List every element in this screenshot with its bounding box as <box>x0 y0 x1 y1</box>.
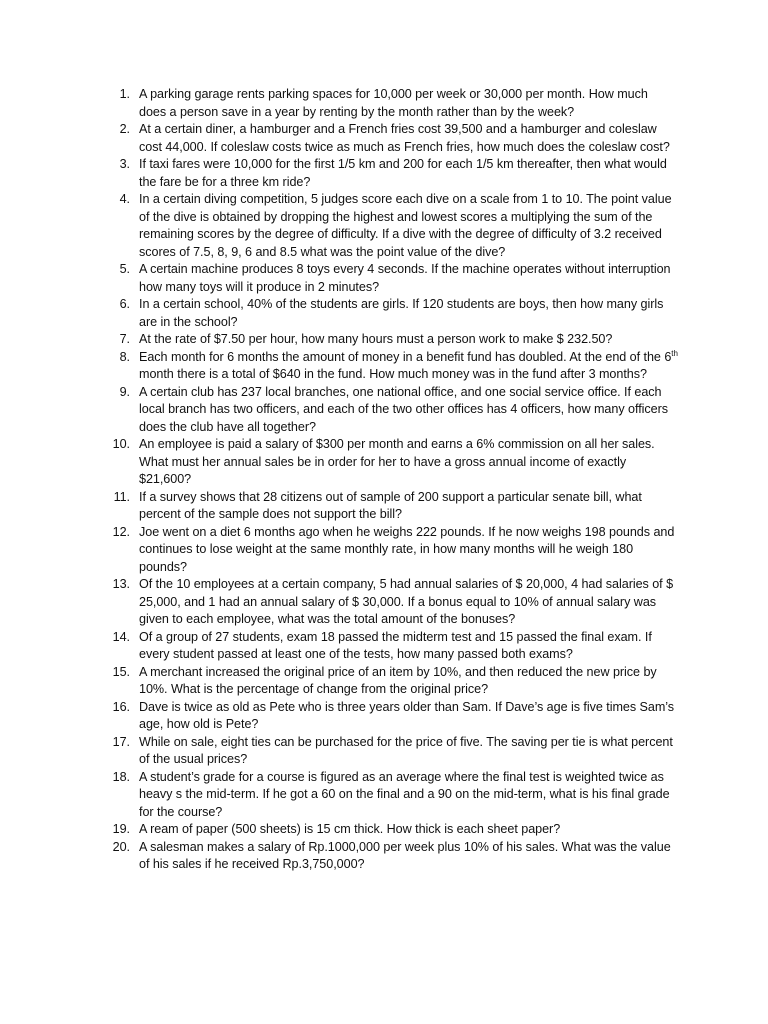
question-number: 9. <box>119 384 130 399</box>
list-item <box>106 524 678 577</box>
question-number: 12. <box>112 524 130 539</box>
list-item <box>106 734 678 769</box>
question-number: 8. <box>119 349 130 364</box>
question-text: Of the 10 employees at a certain company, 5 had annual salaries of $ 20,000, 4 had salaries of $ 25,000, and 1 had an annual salary of $ 30,000. If a bonus equal to 10% of annual salary was given to each employee, what was the total amount of the bonuses? <box>139 577 674 626</box>
question-list <box>106 86 678 874</box>
question-number: 7. <box>119 332 130 346</box>
question-text-part: Each month for 6 months the amount of money in a benefit fund has doubled. At the end of the 6 <box>139 349 672 364</box>
list-item <box>106 629 678 664</box>
list-item <box>106 156 678 191</box>
question-number: 2. <box>119 122 130 136</box>
question-text <box>139 350 678 382</box>
question-number: 10. <box>112 437 130 451</box>
list-item <box>106 576 678 629</box>
list-item <box>106 699 678 734</box>
question-number: 14. <box>112 629 130 644</box>
question-text: In a certain diving competition, 5 judges score each dive on a scale from 1 to 10. The point value of the dive is obtained by dropping the highest and lowest scores a multiplying the sum of the remaining scores by the degree of difficulty. If a dive with the degree of difficulty of 3.2 received scores of 7.5, 8, 9, 6 and 8.5 what was the point value of the dive? <box>139 192 672 259</box>
list-item <box>106 86 678 121</box>
question-number: 20. <box>112 839 130 854</box>
question-text: A salesman makes a salary of Rp.1000,000 per week plus 10% of his sales. What was the value of his sales if he received Rp.3,750,000? <box>139 839 671 871</box>
question-number: 18. <box>112 769 130 784</box>
list-item <box>106 839 678 874</box>
question-text: A parking garage rents parking spaces for 10,000 per week or 30,000 per month. How much does a person save in a year by renting by the month rather than by the week? <box>139 87 648 119</box>
question-number: 19. <box>112 822 130 836</box>
question-number: 13. <box>112 577 130 591</box>
question-text: A certain machine produces 8 toys every 4 seconds. If the machine operates without interruption how many toys will it produce in 2 minutes? <box>139 262 671 294</box>
list-item <box>106 296 678 331</box>
list-item <box>106 436 678 489</box>
list-item <box>106 331 678 349</box>
question-text: A student’s grade for a course is figured as an average where the final test is weighted twice as heavy s the mid-term. If he got a 60 on the final and a 90 on the mid-term, what is his final grade for the course? <box>139 769 670 819</box>
list-item <box>106 489 678 524</box>
question-text: At a certain diner, a hamburger and a French fries cost 39,500 and a hamburger and coleslaw cost 44,000. If coleslaw costs twice as much as French fries, how much does the coleslaw cost? <box>139 122 670 154</box>
question-number: 11. <box>113 489 130 504</box>
question-number: 6. <box>119 297 130 311</box>
question-text: A certain club has 237 local branches, one national office, and one social service office. If each local branch has two officers, and each of the two other offices has 4 officers, how many officers does the club have all together? <box>139 384 668 434</box>
question-text: Dave is twice as old as Pete who is three years older than Sam. If Dave’s age is five times Sam’s age, how old is Pete? <box>139 699 675 731</box>
question-number: 15. <box>112 664 130 679</box>
question-text: A ream of paper (500 sheets) is 15 cm thick. How thick is each sheet paper? <box>139 822 561 836</box>
question-number: 1. <box>119 87 130 101</box>
question-text: An employee is paid a salary of $300 per month and earns a 6% commission on all her sales. What must her annual sales be in order for her to have a gross annual income of exactly $21,600? <box>139 437 655 486</box>
question-number: 3. <box>119 157 130 171</box>
list-item <box>106 261 678 296</box>
question-number: 16. <box>112 699 130 714</box>
question-number: 5. <box>119 262 130 276</box>
ordinal-superscript: th <box>671 348 678 358</box>
question-text: While on sale, eight ties can be purchased for the price of five. The saving per tie is what percent of the usual prices? <box>139 734 673 766</box>
question-number: 4. <box>119 192 130 206</box>
question-text: If a survey shows that 28 citizens out of sample of 200 support a particular senate bill, what percent of the sample does not support the bill? <box>139 489 642 521</box>
list-item <box>106 769 678 822</box>
question-number: 17. <box>112 734 130 749</box>
question-text: A merchant increased the original price of an item by 10%, and then reduced the new price by 10%. What is the percentage of change from the original price? <box>139 664 657 696</box>
list-item <box>106 191 678 261</box>
list-item <box>106 349 678 384</box>
list-item <box>106 121 678 156</box>
question-text: If taxi fares were 10,000 for the first 1/5 km and 200 for each 1/5 km thereafter, then what would the fare be for a three km ride? <box>139 157 667 189</box>
list-item <box>106 821 678 839</box>
question-text-part: month there is a total of $640 in the fund. How much money was in the fund after 3 months? <box>139 367 647 381</box>
question-text: Joe went on a diet 6 months ago when he weighs 222 pounds. If he now weighs 198 pounds and continues to lose weight at the same monthly rate, in how many months will he weigh 180 pounds? <box>139 524 675 574</box>
list-item <box>106 664 678 699</box>
question-text: Of a group of 27 students, exam 18 passed the midterm test and 15 passed the final exam. If every student passed at least one of the tests, how many passed both exams? <box>139 629 652 661</box>
question-text: In a certain school, 40% of the students are girls. If 120 students are boys, then how many girls are in the school? <box>139 297 664 329</box>
list-item <box>106 384 678 437</box>
question-text: At the rate of $7.50 per hour, how many hours must a person work to make $ 232.50? <box>139 332 613 346</box>
